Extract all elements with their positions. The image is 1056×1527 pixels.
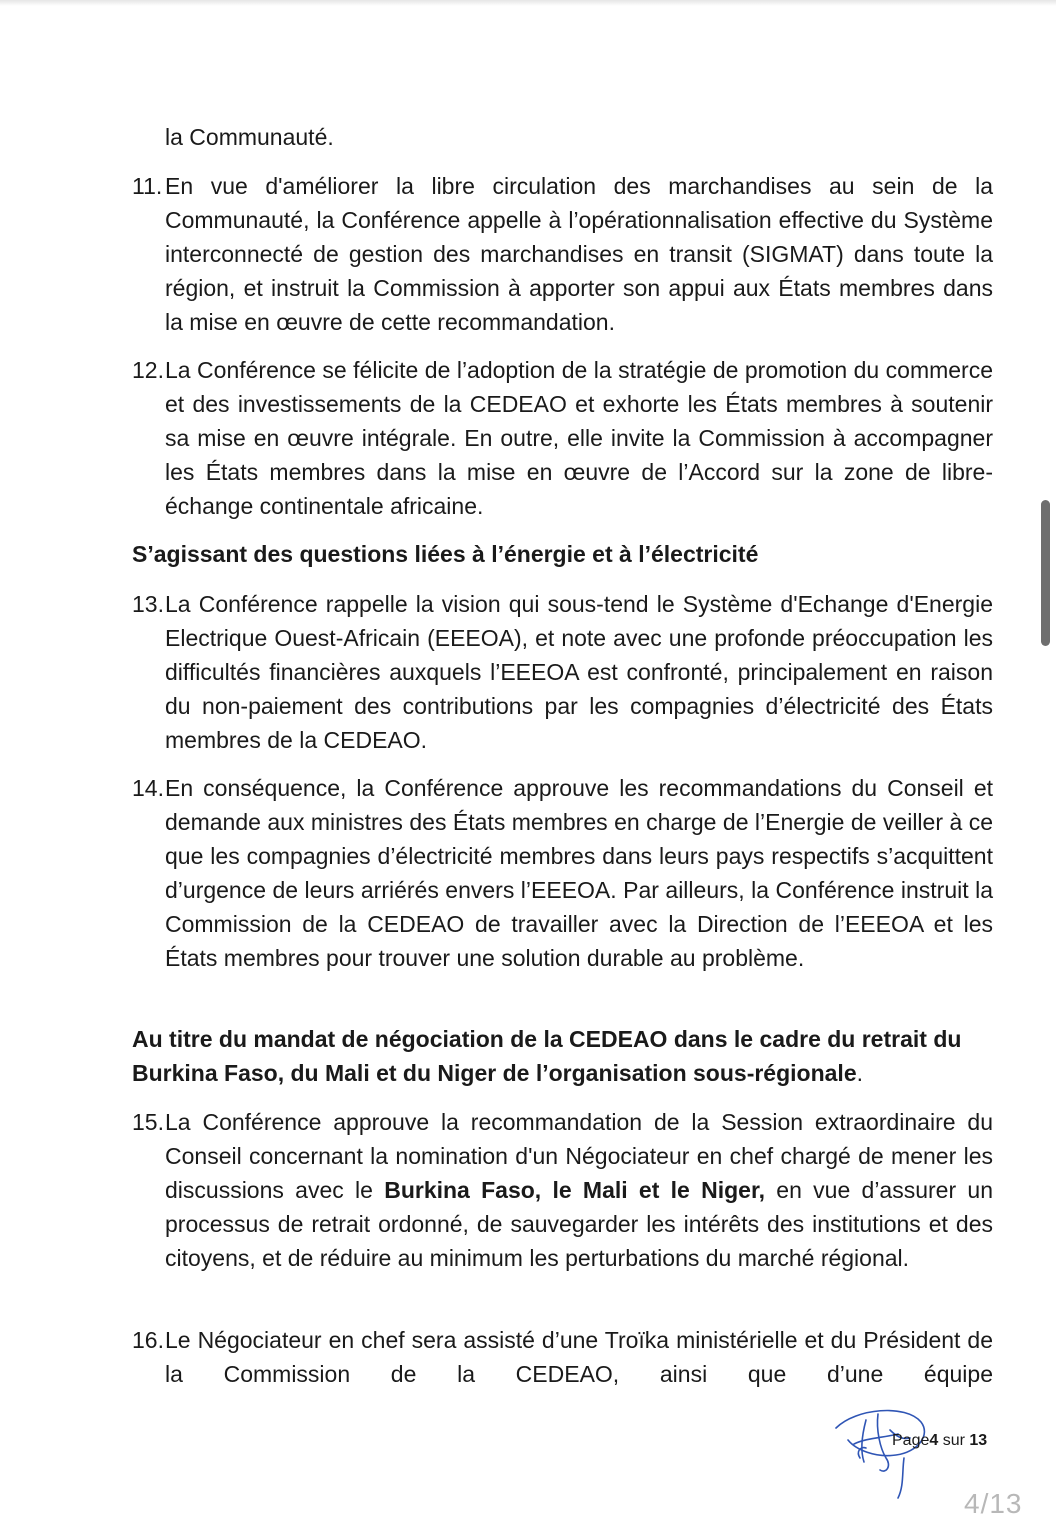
heading-mandate-end: . [856,1060,864,1086]
list-item-14 [132,771,993,975]
item-number: 16. [132,1327,164,1353]
scrollbar-thumb[interactable] [1041,500,1050,646]
page-footer [892,1432,987,1450]
footer-of-label: sur [938,1432,970,1449]
heading-mandate-text: Au titre du mandat de négociation de la CEDEAO dans le cadre du retrait du Burkina Faso, du Mali et du Niger de l’organisation sous-régionale [132,1026,962,1086]
item-text: En conséquence, la Conférence approuve les recommandations du Conseil et demande aux ministres des États membres en charge de l’Energie de veiller à ce que les compagnies d’électricité membres dans leurs pays respectifs s’acquittent d’urgence de leurs arriérés envers l’EEEOA. Par ailleurs, la Conférence instruit la Commission de la CEDEAO de travailler avec la Direction de l’EEEOA et les États membres pour trouver une solution durable au problème. [165,775,993,971]
continuation-text: la Communauté. [165,124,334,150]
footer-total-pages: 13 [969,1432,988,1449]
item-text-before: La Conférence approuve la recommandation de la Session extraordinaire du Conseil concernant la nomination d'un Négociateur en chef chargé de mener les discussions avec le [165,1109,993,1203]
item-text: La Conférence se félicite de l’adoption de la stratégie de promotion du commerce et des investissements de la CEDEAO et exhorte les États membres à soutenir sa mise en œuvre intégrale. En outre, elle invite la Commission à accompagner les États membres dans la mise en œuvre de l’Accord sur la zone de libre-échange continentale africaine. [165,357,993,519]
item-number: 14. [132,775,164,801]
list-item-16 [132,1323,993,1391]
section-heading-mandate [132,1022,1002,1090]
item-number: 13. [132,591,164,617]
section-heading-energy: S’agissant des questions liées à l’énergie et à l’électricité [132,541,759,567]
footer-page-number: 4 [929,1432,939,1449]
item-text-bold: Burkina Faso, le Mali et le Niger, [384,1177,766,1203]
item-number: 15. [132,1109,164,1135]
item-number: 12. [132,357,164,383]
item-text: En vue d'améliorer la libre circulation des marchandises au sein de la Communauté, la Conférence appelle à l’opérationnalisation effective du Système interconnecté de gestion des marchandises en transit (SIGMAT) dans toute la région, et instruit la Commission à apporter son appui aux États membres dans la mise en œuvre de cette recommandation. [165,173,993,335]
list-item-12 [132,353,993,523]
item-text [165,1105,993,1275]
list-item-13 [132,587,993,757]
list-item-11 [132,169,993,339]
signature-icon [826,1400,939,1510]
item-text: La Conférence rappelle la vision qui sous-tend le Système d'Echange d'Energie Electrique Ouest-Africain (EEEOA), et note avec une profonde préoccupation les difficultés financières auxquels l’EEEOA est confronté, principalement en raison du non-paiement des contributions par les compagnies d’électricité des États membres de la CEDEAO. [165,591,993,753]
footer-page-label: Page [892,1432,930,1449]
page-indicator: 4/13 [964,1488,1023,1519]
item-number: 11. [132,173,163,199]
item-text: Le Négociateur en chef sera assisté d’une Troïka ministérielle et du Président de la Commission de la CEDEAO, ainsi que d’une équipe [165,1327,993,1387]
item-text-after: en vue d’assurer un processus de retrait ordonné, de sauvegarder les intérêts des institutions et des citoyens, et de réduire au minimum les perturbations du marché régional. [165,1177,993,1271]
list-item-15 [132,1105,993,1275]
